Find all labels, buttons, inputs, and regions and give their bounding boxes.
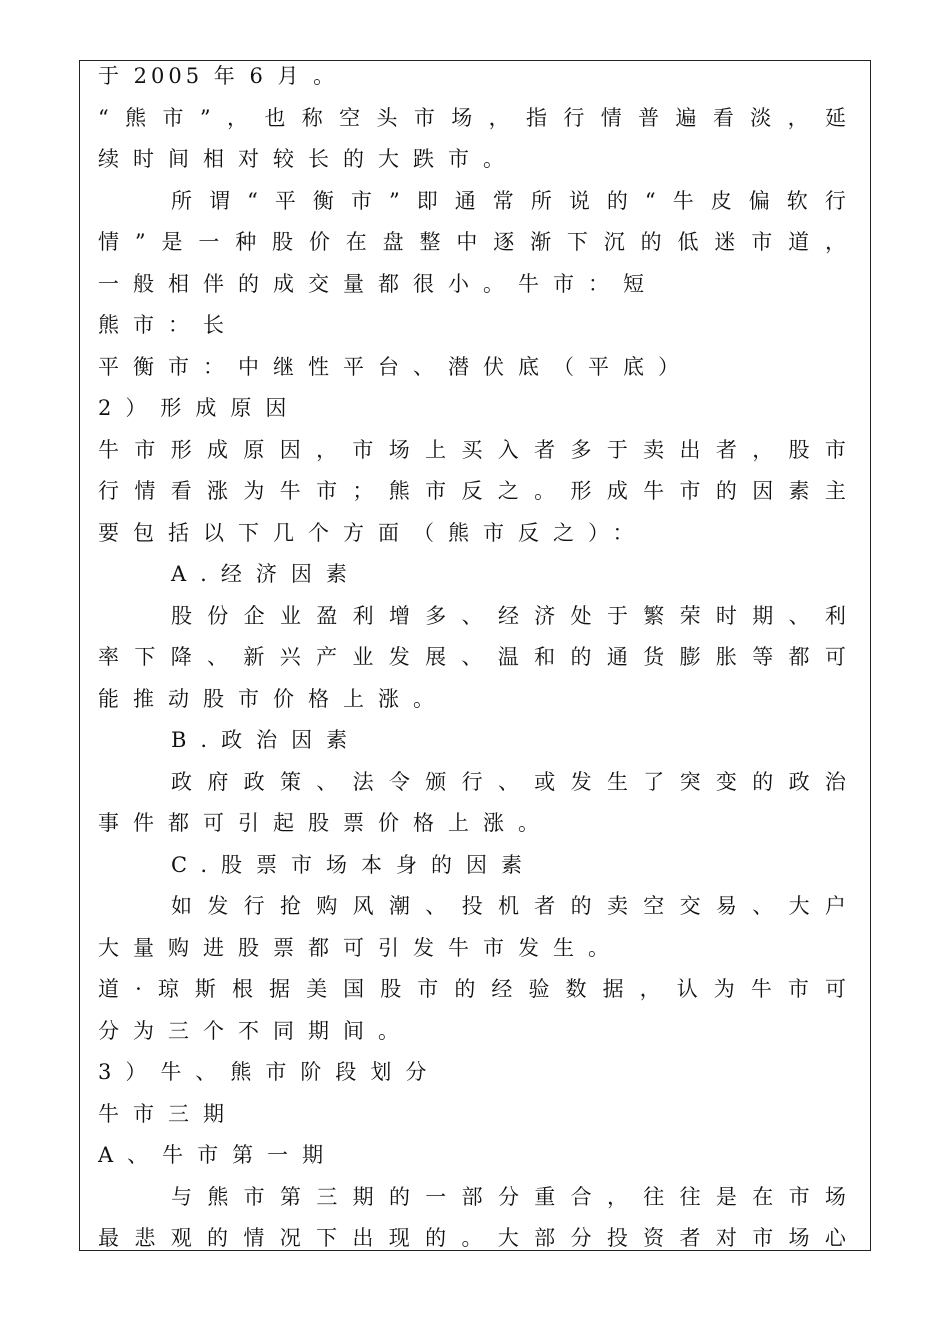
text-line: 最 悲 观 的 情 况 下 出 现 的 。 大 部 分 投 资 者 对 市 场 心 [98, 1226, 846, 1250]
text-line: 政 府 政 策 、 法 令 颁 行 、 或 发 生 了 突 变 的 政 治 [171, 770, 846, 794]
text-line: 平衡市：中继性平台、潜伏底（平底） [98, 355, 693, 379]
text-line: C.股票市场本身的因素 [171, 853, 536, 877]
text-line: 大量购进股票都可引发牛市发生。 [98, 936, 623, 960]
text-line: 熊市：长 [98, 313, 238, 337]
text-line: 率 下 降 、 新 兴 产 业 发 展 、 温 和 的 通 货 膨 胀 等 都 可 [98, 645, 846, 669]
text-line: B.政治因素 [171, 728, 362, 752]
text-line: 情 ” 是 一 种 股 价 在 盘 整 中 逐 渐 下 沉 的 低 迷 市 道 ， [98, 230, 846, 254]
text-line: 事件都可引起股票价格上涨。 [98, 811, 553, 835]
text-line: “ 熊 市 ” ， 也 称 空 头 市 场 ， 指 行 情 普 遍 看 淡 ， 延 [98, 106, 846, 130]
text-line: 3）牛、熊市阶段划分 [98, 1060, 441, 1084]
text-line: 所 谓 “ 平 衡 市 ” 即 通 常 所 说 的 “ 牛 皮 偏 软 行 [171, 189, 846, 213]
text-line: 道 · 琼 斯 根 据 美 国 股 市 的 经 验 数 据 ， 认 为 牛 市 可 [98, 977, 846, 1001]
text-line: 行 情 看 涨 为 牛 市 ； 熊 市 反 之 。 形 成 牛 市 的 因 素 主 [98, 479, 846, 503]
text-line: 一般相伴的成交量都很小。牛市：短 [98, 272, 658, 296]
text-line: 续时间相对较长的大跌市。 [98, 147, 518, 171]
text-line: 2）形成原因 [98, 396, 301, 420]
text-line: 牛市三期 [98, 1102, 238, 1126]
text-line: 要包括以下几个方面（熊市反之）： [98, 521, 648, 545]
text-line: 能推动股市价格上涨。 [98, 687, 448, 711]
text-line: A.经济因素 [171, 562, 361, 586]
text-line: 股 份 企 业 盈 利 增 多 、 经 济 处 于 繁 荣 时 期 、 利 [171, 604, 846, 628]
text-line: 于 2005 年 6 月 。 [98, 64, 339, 88]
text-line: A、牛市第一期 [98, 1143, 338, 1167]
text-line: 分为三个不同期间。 [98, 1019, 413, 1043]
text-line: 如 发 行 抢 购 风 潮 、 投 机 者 的 卖 空 交 易 、 大 户 [171, 894, 846, 918]
text-line: 与 熊 市 第 三 期 的 一 部 分 重 合 ， 往 往 是 在 市 场 [171, 1185, 846, 1209]
text-line: 牛 市 形 成 原 因 ， 市 场 上 买 入 者 多 于 卖 出 者 ， 股 市 [98, 438, 846, 462]
